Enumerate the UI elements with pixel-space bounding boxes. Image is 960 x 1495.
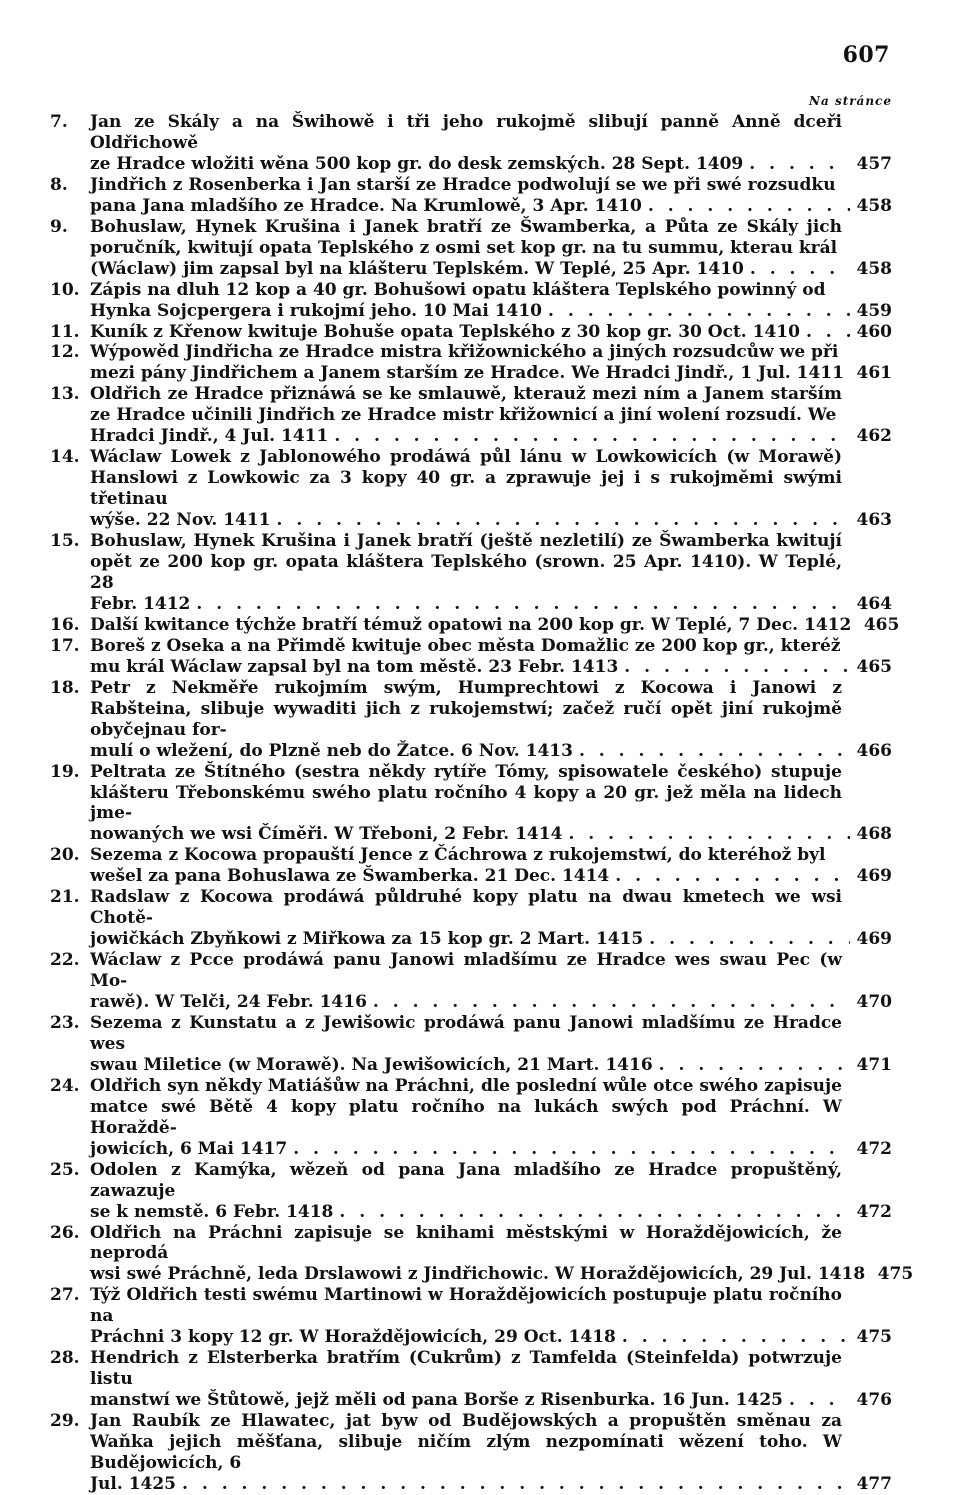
list-item — [50, 887, 892, 950]
leader-dots — [609, 866, 850, 887]
entry-last-line — [90, 1139, 892, 1160]
list-item — [50, 280, 892, 322]
entry-last-line — [90, 1055, 892, 1076]
entry-last-line — [90, 259, 892, 280]
entry-last-line — [90, 1474, 892, 1495]
entry-text-end: Hradci Jindř., 4 Jul. 1411 — [90, 426, 329, 447]
entry-text: Sezema z Kunstatu a z Jewišowic prodáwá panu Janowi mladšímu ze Hradce wes — [90, 1012, 842, 1054]
entry-text-end: pana Jana mladšího ze Hradce. Na Krumlowě, 3 Apr. 1410 — [90, 195, 642, 216]
entry-text: Wáclaw z Pcce prodáwá panu Janowi mladšímu ze Hradce wes swau Pec (w Mo- — [90, 950, 842, 992]
entry-number: 14. — [50, 447, 80, 468]
leader-dots — [271, 510, 850, 531]
entry-page-ref: 457 — [856, 153, 892, 174]
leader-dots — [865, 1264, 871, 1285]
entry-last-line — [90, 992, 892, 1013]
entry-last-line — [90, 824, 892, 845]
entry-text-end: mu král Wáclaw zapsal byl na tom městě. 23 Febr. 1413 — [90, 656, 619, 677]
leader-dots — [851, 615, 857, 636]
entry-page-ref: 459 — [856, 300, 892, 321]
entry-number: 17. — [50, 635, 80, 656]
entry-text: Zápis na dluh 12 kop a 40 gr. Bohušowi opatu kláštera Teplského powinný od — [90, 279, 826, 300]
entry-text-end: Jul. 1425 — [90, 1473, 177, 1494]
entry-text-end: swau Miletice (w Morawě). Na Jewišowicích, 21 Mart. 1416 — [90, 1054, 653, 1075]
entry-page-ref: 472 — [856, 1201, 892, 1222]
list-item — [50, 845, 892, 887]
entry-text-end: wešel za pana Bohuslawa ze Šwamberka. 21 Dec. 1414 — [90, 866, 610, 887]
entry-number: 15. — [50, 531, 80, 552]
entry-number: 24. — [50, 1075, 80, 1096]
entry-number: 7. — [50, 112, 68, 132]
entry-number: 16. — [50, 614, 80, 635]
list-item — [50, 217, 892, 280]
entry-text: Wáclaw Lowek z Jablonowého prodáwá půl lánu w Lowkowicích (w Morawě) Hanslowi z Lowkowic za 3 kopy 40 gr. a zprawuje jej i s rukojměmi swými třetinau — [90, 447, 842, 510]
entry-text: Hendrich z Elsterberka bratřím (Cukrům) z Tamfelda (Steinfelda) potwrzuje listu — [90, 1348, 842, 1390]
list-item — [50, 322, 892, 343]
entry-last-line — [90, 929, 892, 950]
entry-page-ref: 477 — [856, 1473, 892, 1494]
entry-text: Jindřich z Rosenberka i Jan starší ze Hradce podwolují se we při swé rozsudku — [90, 174, 836, 195]
entry-number: 18. — [50, 677, 80, 698]
entry-last-line — [90, 1264, 914, 1285]
entry-text: Petr z Nekměře rukojmím swým, Humprechtowi z Kocowa i Janowi z Rabšteina, slibuje wywaditi jich z rukojemstwí; začež ručí opět jiní rukojmě obyčejnau for- — [90, 677, 842, 740]
entry-text: Týž Oldřich testi swému Martinowi w Horaždějowicích postupuje platu ročního na — [90, 1285, 842, 1327]
entry-page-ref: 476 — [856, 1390, 892, 1411]
leader-dots — [562, 824, 850, 845]
leader-dots — [643, 929, 850, 950]
entry-page-ref: 458 — [856, 195, 892, 216]
entry-number: 23. — [50, 1012, 80, 1033]
entry-page-ref: 463 — [856, 510, 892, 531]
leader-dots — [844, 363, 850, 384]
leader-dots — [328, 426, 850, 447]
leader-dots — [573, 741, 850, 762]
entry-last-line — [90, 510, 892, 531]
entry-text-end: Febr. 1412 — [90, 593, 191, 614]
entry-text: Jan Raubík ze Hlawatec, jat byw od Budějowských a propuštěn směnau za Waňka jejich měšťana, slibuje ničím zlým nezpomínati wězení toho. W Budějowicích, 6 — [90, 1411, 842, 1473]
entry-number: 28. — [50, 1348, 80, 1369]
entry-text: Jan ze Skály a na Šwihowě i tři jeho rukojmě slibují panně Anně dceři Oldřichowě — [90, 112, 842, 153]
entry-last-line — [90, 594, 892, 615]
entry-last-line — [90, 154, 892, 175]
entry-number: 8. — [50, 174, 68, 195]
leader-dots — [616, 1327, 850, 1348]
entry-text: Wýpowěd Jindřicha ze Hradce mistra křižownického a jiných rozsudcůw we při — [90, 342, 839, 363]
entry-text-end: se k nemstě. 6 Febr. 1418 — [90, 1201, 334, 1222]
entry-text-end: (Wáclaw) jim zapsal byl na klášteru Teplském. W Teplé, 25 Apr. 1410 — [90, 258, 744, 279]
list-item — [50, 1285, 892, 1348]
entry-last-line — [90, 866, 892, 887]
entry-text-end: nowaných we wsi Číměři. W Třeboni, 2 Febr. 1414 — [90, 824, 563, 845]
entry-text-end: wsi swé Práchně, leda Drslawowi z Jindřichowic. W Horaždějowicích, 29 Jul. 1418 — [90, 1264, 866, 1285]
entry-text: Peltrata ze Štítného (sestra někdy rytíře Tómy, spisowatele českého) stupuje klášteru Třebonskému swého platu ročního 4 kopy a 20 gr. jež měla na lidech jme- — [90, 761, 842, 824]
list-item — [50, 112, 892, 175]
list-item — [50, 1411, 892, 1495]
entry-last-line — [90, 322, 892, 343]
entry-last-line — [90, 1202, 892, 1223]
entry-number: 21. — [50, 887, 80, 908]
list-item — [50, 950, 892, 1013]
entry-last-line — [90, 741, 892, 762]
leader-dots — [333, 1202, 850, 1223]
list-item — [50, 678, 892, 762]
entry-text-end: rawě). W Telči, 24 Febr. 1416 — [90, 992, 367, 1013]
list-item — [50, 1222, 914, 1286]
entry-number: 29. — [50, 1411, 80, 1432]
leader-dots — [618, 657, 850, 678]
entry-last-line — [90, 301, 892, 322]
entry-number: 19. — [50, 761, 80, 782]
entry-text: Sezema z Kocowa propauští Jence z Čáchrowa z rukojemstwí, do kteréhož byl — [90, 845, 826, 866]
entry-last-line — [90, 1327, 892, 1348]
entry-number: 11. — [50, 321, 80, 342]
entry-text: Oldřich na Práchni zapisuje se knihami městskými w Horaždějowicích, že neprodá — [90, 1222, 842, 1264]
entry-text-end: manstwí we Štůtowě, jejž měli od pana Borše z Risenburka. 16 Jun. 1425 — [90, 1390, 783, 1411]
entry-page-ref: 461 — [856, 363, 892, 384]
leader-dots — [367, 992, 850, 1013]
entry-list — [50, 112, 914, 1495]
entry-text: Oldřich syn někdy Matiášůw na Práchni, dle poslední wůle otce swého zapisuje matce swé Bětě 4 kopy platu ročního na lukách swých pod Práchní. W Horaždě- — [90, 1075, 842, 1138]
entry-text-end: Práchni 3 kopy 12 gr. W Horaždějowicích, 29 Oct. 1418 — [90, 1327, 616, 1348]
entry-page-ref: 468 — [856, 824, 892, 845]
leader-dots — [744, 259, 850, 280]
entry-last-line — [90, 1390, 892, 1411]
entry-text: Bohuslaw, Hynek Krušina i Janek bratří (ještě nezletilí) ze Šwamberka kwitují opět ze 200 kop gr. opata kláštera Teplského (srown. 25 Apr. 1410). W Teplé, 28 — [90, 531, 842, 593]
entry-number: 10. — [50, 279, 80, 300]
leader-dots — [542, 301, 850, 322]
leader-dots — [783, 1390, 850, 1411]
entry-last-line — [90, 614, 900, 636]
entry-page-ref: 465 — [856, 656, 892, 677]
leader-dots — [190, 594, 850, 615]
leader-dots — [176, 1474, 850, 1495]
entry-text-end: mezi pány Jindřichem a Janem starším ze Hradce. We Hradci Jindř., 1 Jul. 1411 — [90, 363, 844, 384]
list-item — [50, 614, 900, 636]
entry-number: 9. — [50, 216, 68, 237]
entry-text-end: jowicích, 6 Mai 1417 — [90, 1138, 288, 1159]
entry-text: Radslaw z Kocowa prodáwá půldruhé kopy platu na dwau kmetech we wsi Chotě- — [90, 887, 842, 929]
entry-number: 25. — [50, 1159, 80, 1180]
list-item — [50, 1160, 892, 1223]
entry-text-end: ze Hradce wložiti wěna 500 kop gr. do desk zemských. 28 Sept. 1409 — [90, 153, 744, 174]
leader-dots — [642, 196, 850, 217]
list-item — [50, 531, 892, 615]
entry-page-ref: 472 — [856, 1138, 892, 1159]
entry-text: Bohuslaw, Hynek Krušina i Janek bratří ze Šwamberka, a Půta ze Skály jich poručník, kwitují opata Teplského z osmi set kop gr. na tu summu, kterau král — [90, 216, 842, 258]
list-item — [50, 384, 892, 447]
entry-number: 26. — [50, 1222, 80, 1243]
leader-dots — [653, 1055, 850, 1076]
page-number: 607 — [842, 42, 890, 68]
entry-page-ref: 471 — [856, 1054, 892, 1075]
entry-text-end: Hynka Sojcpergera i rukojmí jeho. 10 Mai 1410 — [90, 300, 543, 321]
list-item — [50, 447, 892, 531]
list-item — [50, 1013, 892, 1076]
entry-text: Odolen z Kamýka, wězeň od pana Jana mladšího ze Hradce propuštěný, zawazuje — [90, 1159, 842, 1201]
entry-page-ref: 470 — [856, 992, 892, 1013]
list-item — [50, 762, 892, 846]
entry-page-ref: 465 — [863, 614, 900, 635]
entry-page-ref: 464 — [856, 593, 892, 614]
list-item — [50, 636, 892, 678]
leader-dots — [287, 1139, 850, 1160]
entry-text-end: mulí o wležení, do Plzně neb do Žatce. 6 Nov. 1413 — [90, 740, 573, 761]
entry-last-line — [90, 657, 892, 678]
entry-text-end: wýše. 22 Nov. 1411 — [90, 510, 271, 531]
list-item — [50, 1348, 892, 1411]
entry-number: 20. — [50, 845, 80, 866]
entry-text-end: Další kwitance týchže bratří témuž opatowi na 200 kop gr. W Teplé, 7 Dec. 1412 — [90, 614, 852, 635]
entry-page-ref: 469 — [856, 929, 892, 950]
entry-last-line — [90, 363, 892, 384]
list-item — [50, 175, 892, 217]
list-item — [50, 1076, 892, 1160]
entry-page-ref: 475 — [856, 1327, 892, 1348]
entry-page-ref: 475 — [877, 1264, 914, 1285]
entry-page-ref: 466 — [856, 740, 892, 761]
entry-last-line — [90, 426, 892, 447]
entry-page-ref: 460 — [856, 321, 892, 342]
entry-text: Boreš z Oseka a na Přimdě kwituje obec města Domažlic ze 200 kop gr., kteréž — [90, 635, 841, 656]
entry-number: 12. — [50, 342, 80, 363]
entry-last-line — [90, 196, 892, 217]
entry-number: 22. — [50, 950, 80, 971]
leader-dots — [800, 322, 850, 343]
entry-number: 13. — [50, 384, 80, 405]
entry-text-end: Kuník z Křenow kwituje Bohuše opata Teplského z 30 kop gr. 30 Oct. 1410 — [90, 321, 800, 342]
entry-page-ref: 462 — [856, 426, 892, 447]
entry-page-ref: 458 — [856, 258, 892, 279]
leader-dots — [743, 154, 850, 175]
list-item — [50, 342, 892, 384]
entry-text: Oldřich ze Hradce přiznáwá se ke smlauwě, kterauž mezi ním a Janem starším ze Hradce učinili Jindřich ze Hradce mistr křižownicí a jiní wolení rozsudí. We — [90, 384, 842, 426]
entry-number: 27. — [50, 1285, 80, 1306]
entry-page-ref: 469 — [856, 866, 892, 887]
entry-text-end: jowičkách Zbyňkowi z Miřkowa za 15 kop gr. 2 Mart. 1415 — [90, 929, 644, 950]
column-header: Na stránce — [809, 94, 892, 108]
